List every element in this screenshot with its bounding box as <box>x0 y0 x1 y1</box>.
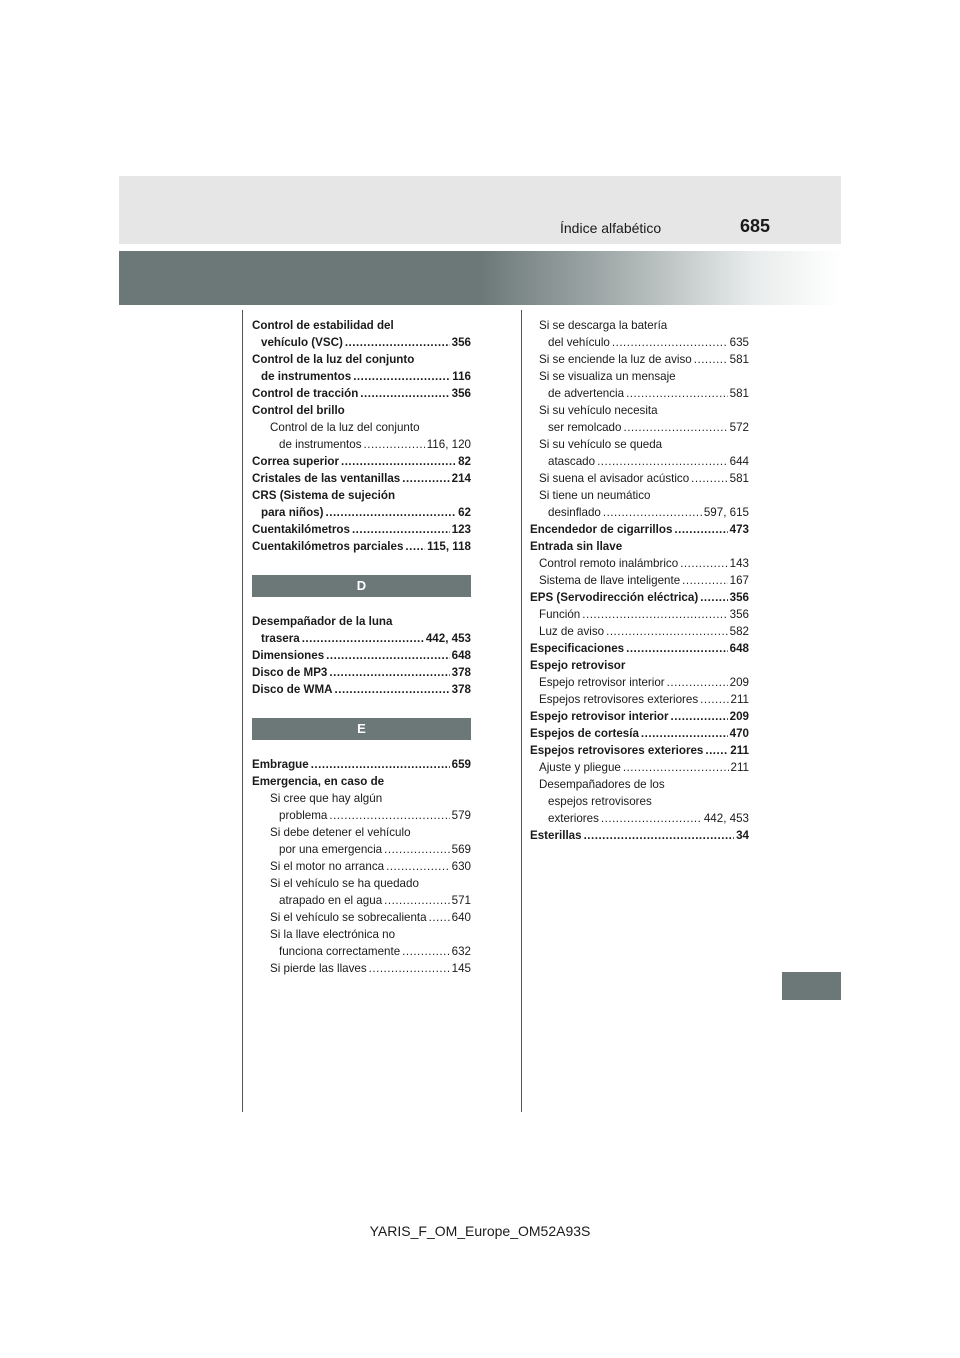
entry-label: desinflado <box>548 506 601 519</box>
entry-page-ref: 145 <box>451 962 471 975</box>
entry-label: Luz de aviso <box>539 625 605 638</box>
entry-page-ref: 635 <box>729 336 749 349</box>
dot-leader <box>302 630 424 647</box>
index-entry <box>530 334 749 351</box>
index-entry <box>530 708 749 725</box>
dot-leader <box>402 470 449 487</box>
entry-page-ref: 648 <box>451 649 471 662</box>
dot-leader <box>352 521 450 538</box>
index-entry <box>252 504 471 521</box>
left-column-rule <box>242 310 243 1112</box>
dot-leader <box>612 334 728 351</box>
entry-label: Si se enciende la luz de aviso <box>539 353 692 366</box>
dot-leader <box>384 892 450 909</box>
entry-page-ref: 209 <box>729 710 749 723</box>
index-entry-line: Si la llave electrónica no <box>270 928 396 941</box>
entry-label: funciona correctamente <box>279 945 401 958</box>
dot-leader <box>680 555 727 572</box>
index-entry <box>530 419 749 436</box>
entry-page-ref: 211 <box>730 761 749 774</box>
entry-label: Espejos retrovisores exteriores <box>539 693 699 706</box>
entry-page-ref: 569 <box>451 843 471 856</box>
index-entry <box>252 436 471 453</box>
entry-label: Embrague <box>252 758 309 771</box>
header-gradient-bar <box>119 251 841 305</box>
entry-page-ref: 581 <box>729 353 749 366</box>
dot-leader <box>700 589 727 606</box>
entry-page-ref: 167 <box>729 574 749 587</box>
entry-label: Cuentakilómetros <box>252 523 350 536</box>
index-entry <box>530 691 749 708</box>
entry-page-ref: 356 <box>451 387 471 400</box>
entry-page-ref: 214 <box>451 472 471 485</box>
entry-label: Espejo retrovisor interior <box>539 676 665 689</box>
index-entry <box>530 827 749 844</box>
index-entry <box>252 630 471 647</box>
index-entry <box>530 521 749 538</box>
entry-label: Espejos de cortesía <box>530 727 639 740</box>
letter-heading-e: E <box>252 718 471 740</box>
index-entry <box>530 742 749 759</box>
entry-label: Sistema de llave inteligente <box>539 574 681 587</box>
dot-leader <box>405 538 425 555</box>
entry-page-ref: 356 <box>729 608 749 621</box>
dot-leader <box>601 810 702 827</box>
index-entry <box>530 725 749 742</box>
index-entry <box>530 385 749 402</box>
entry-page-ref: 209 <box>729 676 749 689</box>
entry-label: ser remolcado <box>548 421 622 434</box>
index-entry <box>252 647 471 664</box>
index-entry <box>530 470 749 487</box>
index-entry-line: Si tiene un neumático <box>539 489 651 502</box>
index-entry-line: Si debe detener el vehículo <box>270 826 411 839</box>
entry-label: Ajuste y pliegue <box>539 761 621 774</box>
index-entry-line: Desempañador de la luna <box>252 615 393 628</box>
entry-label: Encendedor de cigarrillos <box>530 523 673 536</box>
index-entry-line: Si se visualiza un mensaje <box>539 370 676 383</box>
index-entry <box>252 681 471 698</box>
entry-label: Si el vehículo se sobrecalienta <box>270 911 427 924</box>
entry-label: atascado <box>548 455 596 468</box>
entry-label: de instrumentos <box>279 438 362 451</box>
entry-page-ref: 211 <box>730 693 749 706</box>
entry-page-ref: 581 <box>729 387 749 400</box>
entry-page-ref: 356 <box>729 591 749 604</box>
index-entry <box>530 453 749 470</box>
index-entry-line: Emergencia, en caso de <box>252 775 385 788</box>
dot-leader <box>335 681 450 698</box>
section-title: Índice alfabético <box>560 220 662 236</box>
entry-page-ref: 644 <box>729 455 749 468</box>
index-entry <box>530 572 749 589</box>
dot-leader <box>384 841 450 858</box>
entry-label: exteriores <box>548 812 599 825</box>
letter-heading-d: D <box>252 575 471 597</box>
entry-page-ref: 211 <box>730 744 749 757</box>
index-entry-line: Control del brillo <box>252 404 345 417</box>
entry-label: Disco de MP3 <box>252 666 328 679</box>
dot-leader <box>329 664 449 681</box>
index-entry-line: Control de estabilidad del <box>252 319 394 332</box>
index-entry <box>252 521 471 538</box>
index-entry-line: Si se descarga la batería <box>539 319 668 332</box>
dot-leader <box>584 827 735 844</box>
entry-label: para niños) <box>261 506 324 519</box>
page-number: 685 <box>740 216 771 236</box>
index-entry <box>252 538 471 555</box>
entry-label: problema <box>279 809 328 822</box>
dot-leader <box>603 504 702 521</box>
entry-label: Si el motor no arranca <box>270 860 385 873</box>
index-group-e <box>252 756 471 977</box>
entry-page-ref: 143 <box>729 557 749 570</box>
index-entry <box>252 960 471 977</box>
entry-label: Especificaciones <box>530 642 625 655</box>
entry-label: de advertencia <box>548 387 625 400</box>
dot-leader <box>386 858 450 875</box>
index-column-left <box>252 317 471 977</box>
index-entry-line: Si cree que hay algún <box>270 792 383 805</box>
index-group-e-continued <box>530 317 749 844</box>
entry-label: trasera <box>261 632 300 645</box>
entry-label: del vehículo <box>548 336 610 349</box>
entry-label: Si suena el avisador acústico <box>539 472 690 485</box>
dot-leader <box>691 470 727 487</box>
index-entry <box>530 623 749 640</box>
entry-page-ref: 34 <box>736 829 749 842</box>
index-group-d <box>252 613 471 698</box>
entry-label: atrapado en el agua <box>279 894 383 907</box>
entry-label: de instrumentos <box>261 370 352 383</box>
dot-leader <box>311 756 450 773</box>
entry-label: Espejos retrovisores exteriores <box>530 744 704 757</box>
index-entry <box>252 334 471 351</box>
entry-label: Control de tracción <box>252 387 359 400</box>
index-entry <box>252 807 471 824</box>
index-entry <box>252 664 471 681</box>
entry-label: vehículo (VSC) <box>261 336 343 349</box>
dot-leader <box>345 334 450 351</box>
index-entry <box>252 368 471 385</box>
dot-leader <box>326 504 457 521</box>
entry-page-ref: 442, 453 <box>425 632 471 645</box>
dot-leader <box>326 647 449 664</box>
entry-page-ref: 82 <box>458 455 471 468</box>
dot-leader <box>606 623 728 640</box>
entry-page-ref: 581 <box>729 472 749 485</box>
index-entry <box>252 858 471 875</box>
index-entry <box>530 810 749 827</box>
index-entry <box>530 504 749 521</box>
dot-leader <box>364 436 425 453</box>
entry-label: Cristales de las ventanillas <box>252 472 401 485</box>
dot-leader <box>641 725 728 742</box>
entry-page-ref: 116, 120 <box>426 438 471 451</box>
index-entry <box>252 453 471 470</box>
dot-leader <box>674 521 727 538</box>
index-entry <box>530 759 749 776</box>
entry-page-ref: 648 <box>729 642 749 655</box>
dot-leader <box>700 691 728 708</box>
index-entry <box>530 351 749 368</box>
index-entry-line: Si su vehículo necesita <box>539 404 658 417</box>
index-entry-line: CRS (Sistema de sujeción <box>252 489 396 502</box>
index-entry-line: espejos retrovisores <box>548 795 652 808</box>
index-entry-line: Desempañadores de los <box>539 778 665 791</box>
entry-label: Dimensiones <box>252 649 325 662</box>
index-entry <box>252 892 471 909</box>
dot-leader <box>626 385 728 402</box>
entry-page-ref: 378 <box>451 683 471 696</box>
index-entry-line: Si su vehículo se queda <box>539 438 663 451</box>
index-group-c <box>252 317 471 555</box>
entry-page-ref: 115, 118 <box>427 540 471 553</box>
dot-leader <box>694 351 728 368</box>
entry-label: Disco de WMA <box>252 683 333 696</box>
index-entry <box>530 674 749 691</box>
entry-page-ref: 62 <box>458 506 471 519</box>
index-column-right <box>530 317 749 844</box>
entry-label: EPS (Servodirección eléctrica) <box>530 591 699 604</box>
index-entry <box>252 470 471 487</box>
index-entry <box>530 589 749 606</box>
entry-page-ref: 640 <box>451 911 471 924</box>
entry-page-ref: 473 <box>729 523 749 536</box>
right-column-rule <box>521 310 522 1112</box>
entry-page-ref: 597, 615 <box>703 506 749 519</box>
entry-page-ref: 630 <box>451 860 471 873</box>
dot-leader <box>360 385 449 402</box>
entry-page-ref: 582 <box>729 625 749 638</box>
entry-page-ref: 356 <box>451 336 471 349</box>
dot-leader <box>429 909 450 926</box>
entry-label: Esterillas <box>530 829 582 842</box>
entry-page-ref: 632 <box>451 945 471 958</box>
entry-page-ref: 378 <box>451 666 471 679</box>
dot-leader <box>369 960 450 977</box>
dot-leader <box>329 807 449 824</box>
entry-label: Correa superior <box>252 455 339 468</box>
entry-page-ref: 572 <box>729 421 749 434</box>
index-entry <box>252 943 471 960</box>
index-entry-line: Espejo retrovisor <box>530 659 626 672</box>
entry-page-ref: 442, 453 <box>703 812 749 825</box>
document-code: YARIS_F_OM_Europe_OM52A93S <box>369 1223 591 1239</box>
dot-leader <box>341 453 456 470</box>
index-entry-line: Si el vehículo se ha quedado <box>270 877 419 890</box>
entry-label: Control remoto inalámbrico <box>539 557 679 570</box>
entry-page-ref: 116 <box>452 370 471 383</box>
dot-leader <box>402 943 449 960</box>
entry-label: Espejo retrovisor interior <box>530 710 669 723</box>
index-entry <box>530 640 749 657</box>
entry-label: Función <box>539 608 581 621</box>
entry-page-ref: 571 <box>451 894 471 907</box>
dot-leader <box>705 742 728 759</box>
index-entry <box>252 909 471 926</box>
dot-leader <box>353 368 450 385</box>
entry-label: por una emergencia <box>279 843 383 856</box>
index-entry <box>530 606 749 623</box>
dot-leader <box>667 674 728 691</box>
dot-leader <box>671 708 728 725</box>
entry-page-ref: 579 <box>451 809 471 822</box>
index-entry <box>252 385 471 402</box>
dot-leader <box>626 640 728 657</box>
entry-page-ref: 123 <box>451 523 471 536</box>
entry-page-ref: 659 <box>451 758 471 771</box>
dot-leader <box>682 572 728 589</box>
entry-page-ref: 470 <box>729 727 749 740</box>
dot-leader <box>582 606 727 623</box>
index-entry <box>252 756 471 773</box>
index-entry-line: Entrada sin llave <box>530 540 623 553</box>
dot-leader <box>597 453 728 470</box>
index-entry-line: Control de la luz del conjunto <box>252 353 415 366</box>
index-entry-line: Control de la luz del conjunto <box>270 421 420 434</box>
entry-label: Si pierde las llaves <box>270 962 367 975</box>
index-entry <box>252 841 471 858</box>
chapter-side-tab <box>782 972 841 1000</box>
header-band <box>119 176 841 244</box>
dot-leader <box>623 759 729 776</box>
entry-label: Cuentakilómetros parciales <box>252 540 404 553</box>
dot-leader <box>623 419 727 436</box>
index-entry <box>530 555 749 572</box>
